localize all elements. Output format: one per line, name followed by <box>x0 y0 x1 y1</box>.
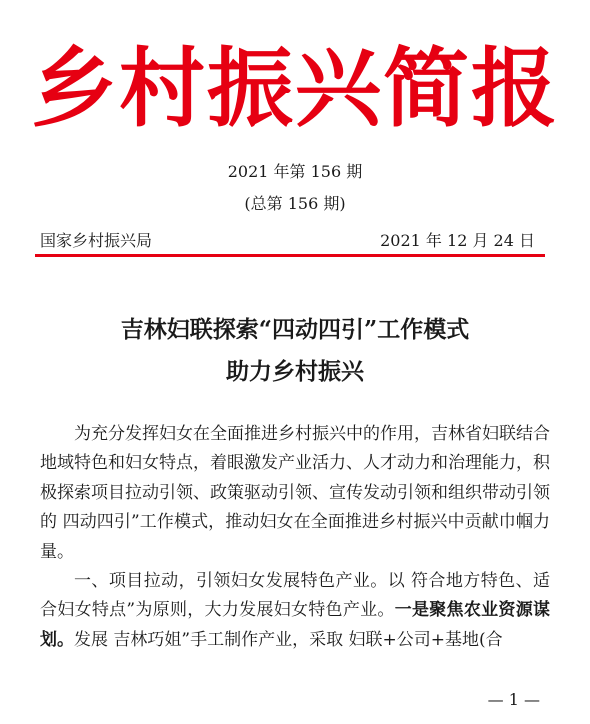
publish-date: 2021 年 12 月 24 日 <box>380 231 535 250</box>
paragraph-1: 为充分发挥妇女在全面推进乡村振兴中的作用，吉林省妇联结合地域特色和妇女特点，着眼激发产业活力、人才动力和治理能力，积极探索项目拉动引领、政策驱动引领、宣传发动引领和组织带动引领的 四动四引”工作模式，推动妇女在全面推进乡村振兴中贡献巾帼力量。 <box>40 424 550 562</box>
red-divider <box>35 254 545 257</box>
article-title-line1: 吉林妇联探索“四动四引”工作模式 <box>120 316 470 343</box>
issue-number: 2021 年第 156 期 <box>227 162 363 181</box>
article-body <box>40 420 550 655</box>
article-title-line2: 助力乡村振兴 <box>226 358 364 385</box>
issue-total: (总第 156 期) <box>244 194 346 213</box>
paragraph-2 <box>40 567 550 655</box>
paragraph-2-text-b: 发展 吉林巧姐”手工制作产业，采取 妇联+公司+基地(合 <box>74 629 503 650</box>
masthead-title: 乡村振兴简报 <box>31 38 559 139</box>
publisher: 国家乡村振兴局 <box>40 231 153 250</box>
page-number: — 1 — <box>487 690 540 709</box>
paragraph-2-text-a: 一、项目拉动，引领妇女发展特色产业。以 符合地方特色、适合妇女特点”为原则，大力发展妇女特色产业。 <box>40 571 550 621</box>
paragraph-2-bold: 一是聚焦农业资源谋划。 <box>40 600 550 650</box>
